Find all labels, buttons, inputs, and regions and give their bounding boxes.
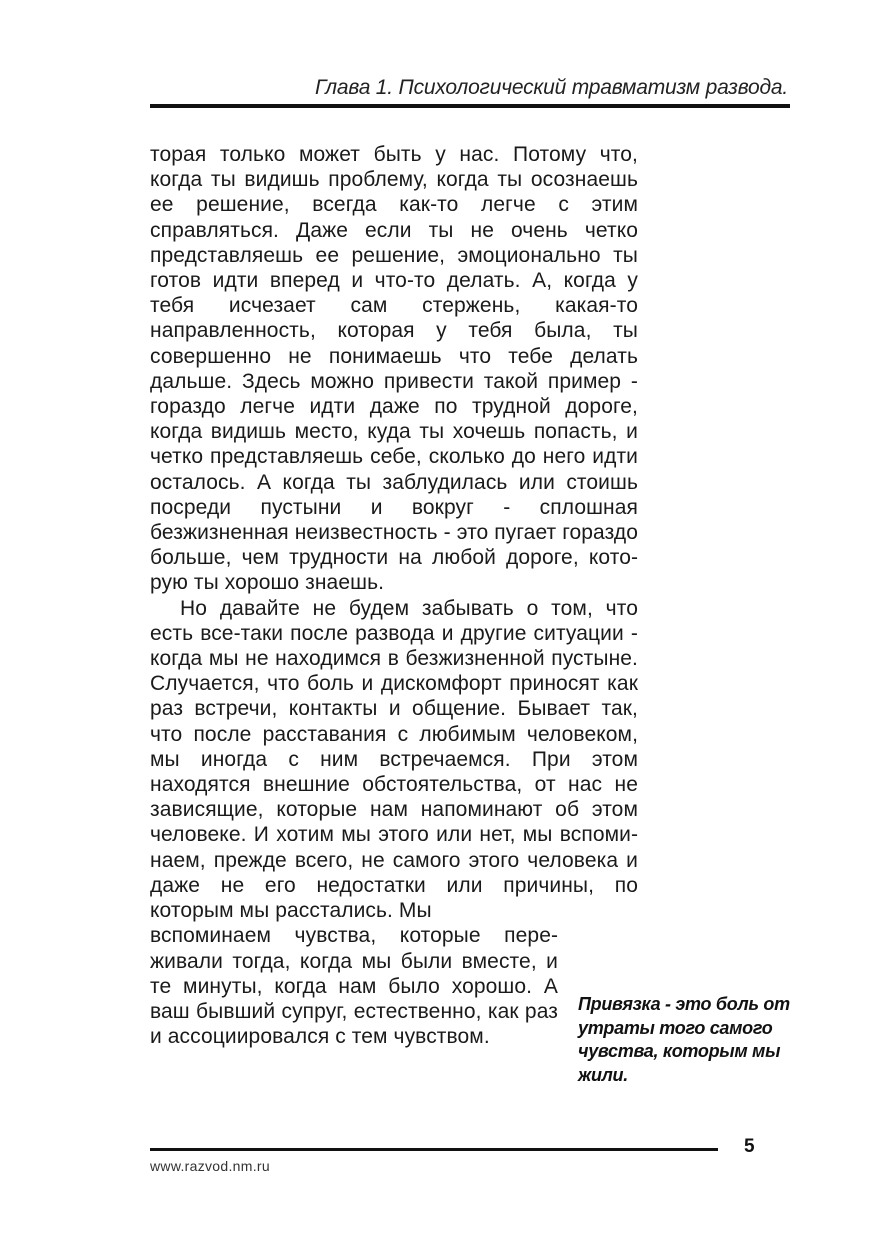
sidebar-pull-quote: Привязка - это боль от утраты того самого чувства, которым мы жили. [578, 994, 790, 1085]
paragraph-2-continued: вспоминаем чувства, которые переживали тогда, когда мы были вместе, и те минуты, когда нам было хорошо. А ваш бывший супруг, естественно, как раз и ассоциировался с тем чувством. [150, 924, 558, 1049]
header-rule [150, 104, 790, 108]
footer-rule [150, 1148, 718, 1151]
paragraph-1: торая только может быть у нас. Потому что, когда ты видишь проблему, когда ты осознаешь ее решение, всегда как-то легче с этим справляться. Даже если ты не очень четко представляешь ее решение, эмоционально ты готов идти вперед и что-то делать. А, когда у тебя исчезает сам стержень, какая-то направленность, которая у тебя была, ты совершенно не понимаешь что тебе делать дальше. Здесь можно привести такой пример - гораздо легче идти даже по трудной дороге, когда видишь место, куда ты хочешь попасть, и четко представляешь себе, сколько до него идти осталось. А когда ты заблудилась или стоишь посреди пустыни и вокруг - сплошная безжизненная неизвестность - это пугает гораздо больше, чем трудности на любой дороге, которую ты хорошо знаешь. [150, 143, 638, 595]
running-head-title: Глава 1. Психологический травматизм развода. [314, 76, 788, 99]
paragraph-2: Но давайте не будем забывать о том, что есть все-таки после развода и другие ситуации - когда мы не находимся в безжизненной пустыне. Случается, что боль и дискомфорт приносят как раз встречи, контакты и общение. Бывает так, что после расставания с любимым человеком, мы иногда с ним встречаемся. При этом находятся внешние обстоятельства, от нас не зависящие, которые нам напоминают об этом человеке. И хотим мы этого или нет, мы вспоминаем, прежде всего, не самого этого человека и даже не его недостатки или причины, по которым мы расстались. Мы [150, 596, 638, 923]
main-text-column [150, 142, 638, 1049]
footer-url: www.razvod.nm.ru [150, 1158, 270, 1174]
page-number: 5 [744, 1136, 755, 1157]
